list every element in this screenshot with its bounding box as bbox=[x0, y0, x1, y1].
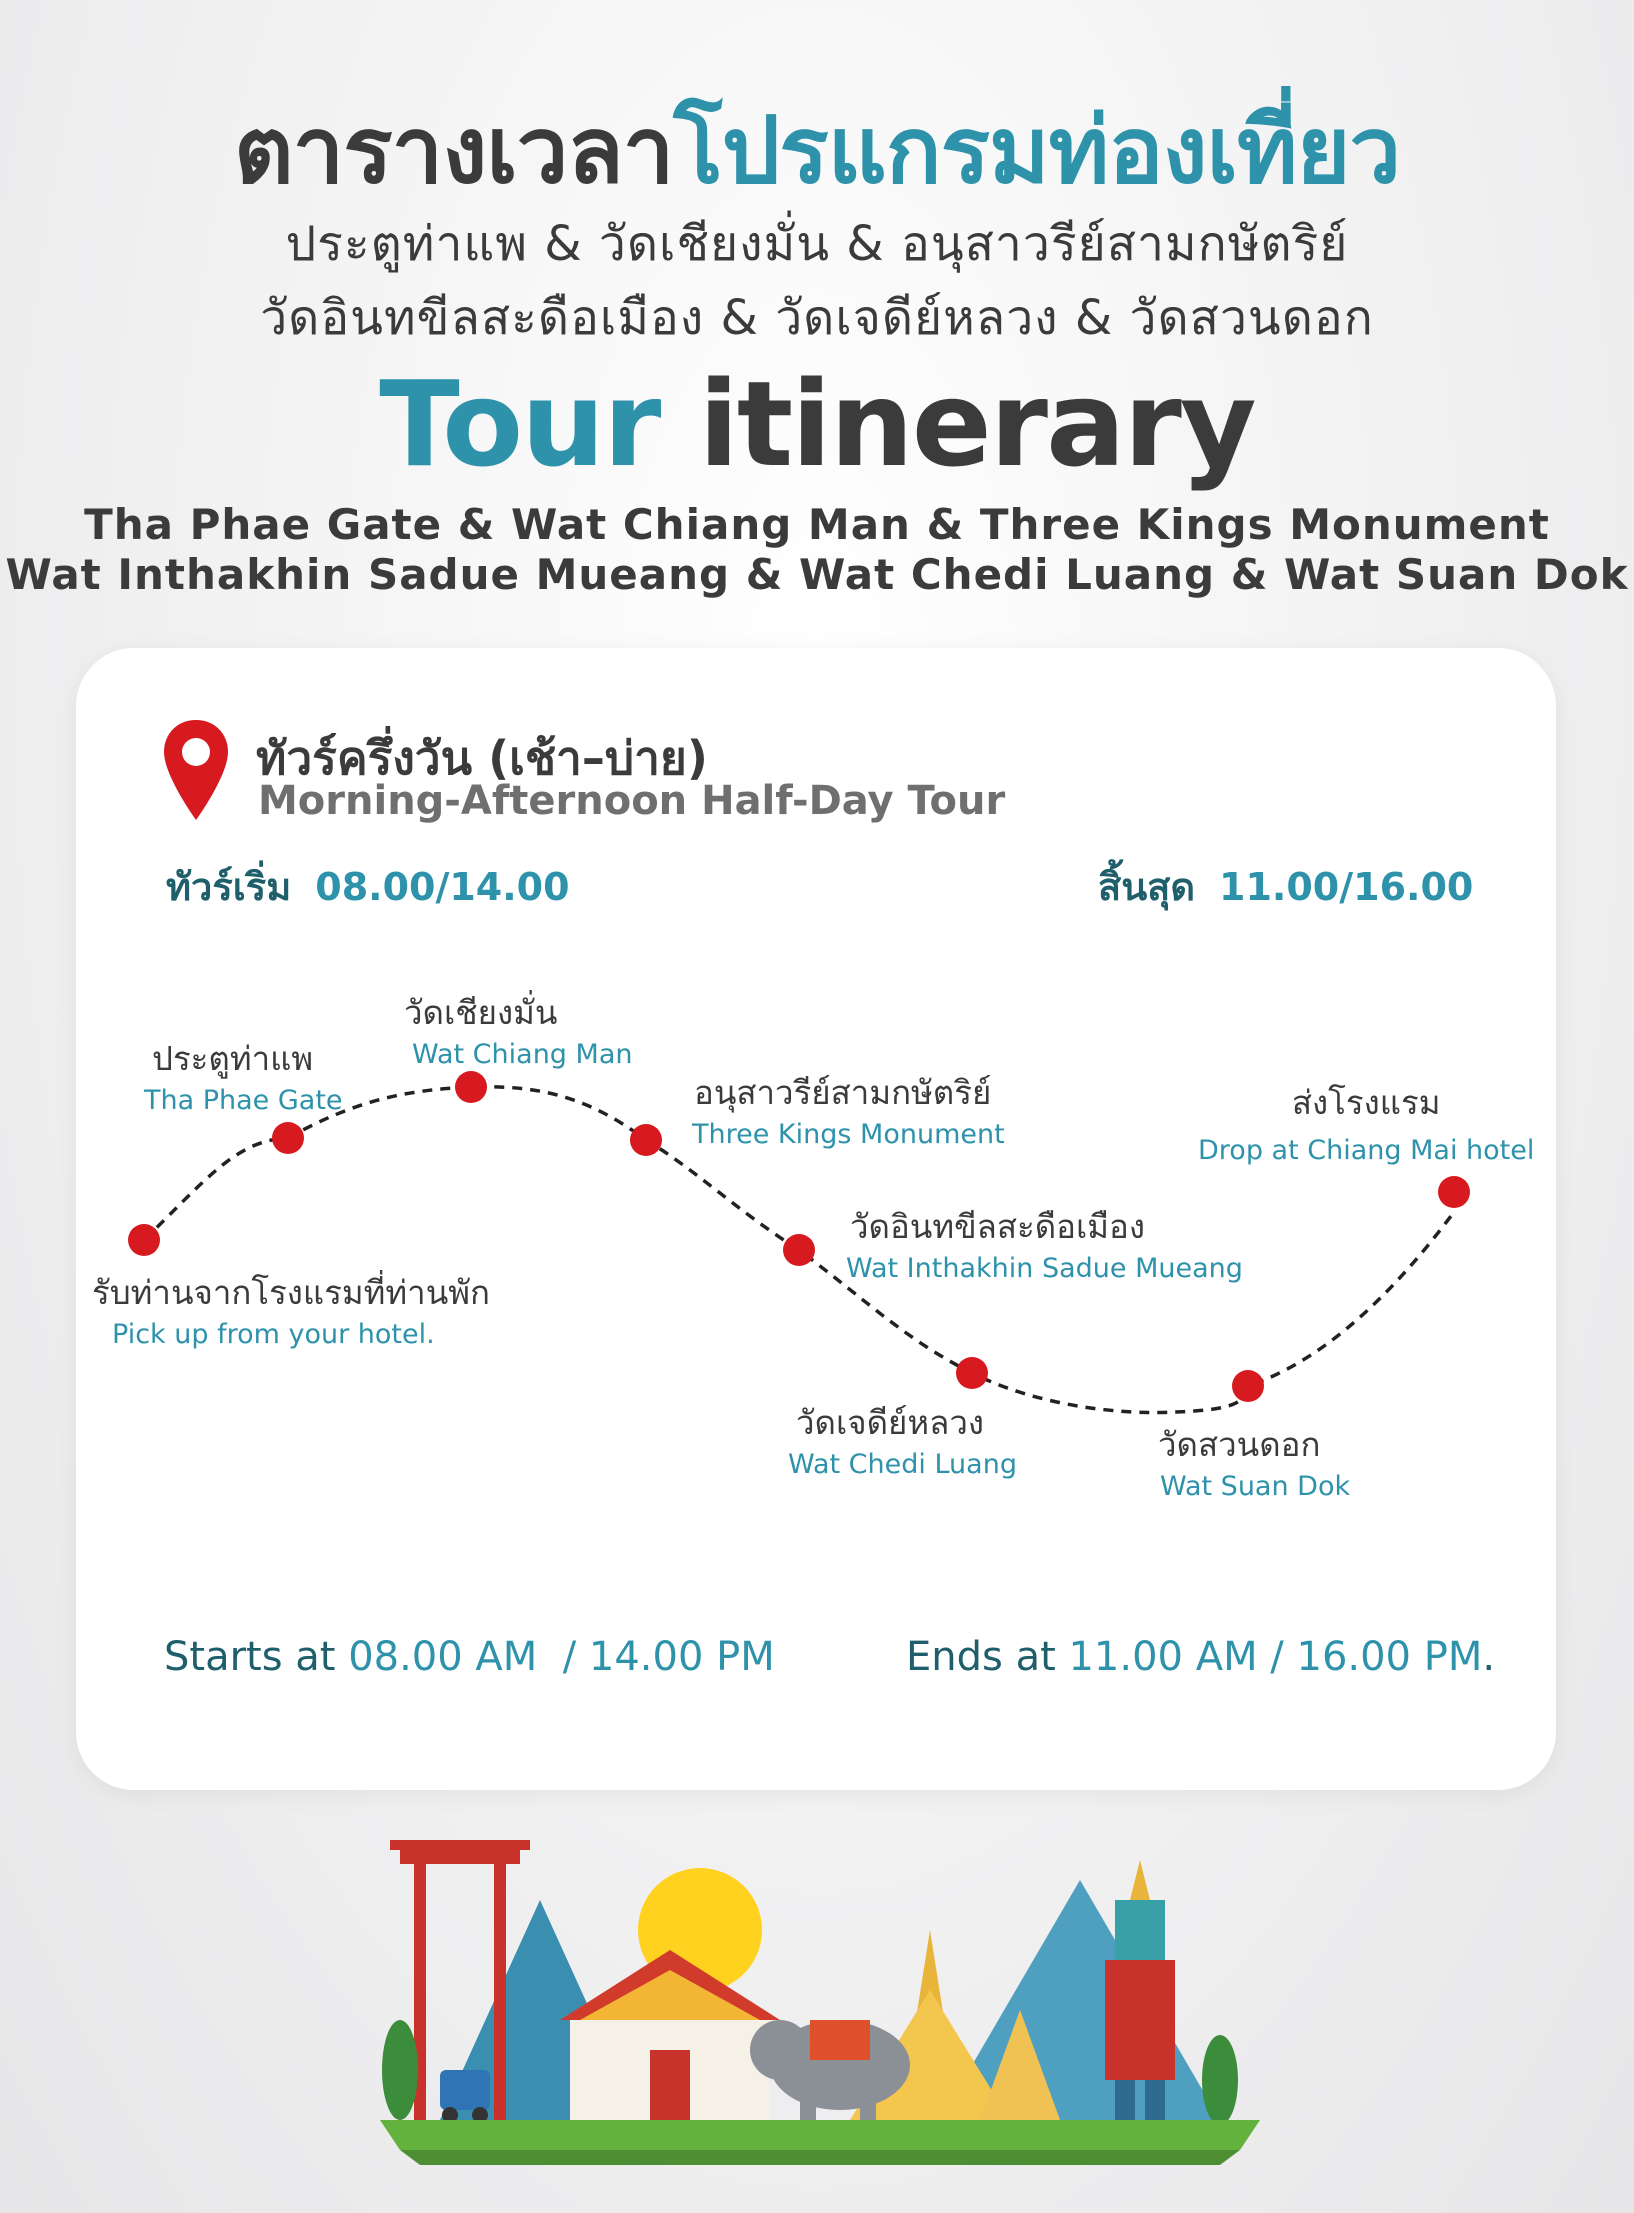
end-time-row bbox=[1098, 856, 1473, 917]
stop-label-wat-inthakhin bbox=[846, 1200, 1243, 1284]
stop-name-english: Tha Phae Gate bbox=[144, 1085, 343, 1116]
subtitle-english-line-1: Tha Phae Gate & Wat Chiang Man & Three Kings Monument bbox=[84, 500, 1550, 549]
subtitle-thai-line-1: ประตูท่าแพ & วัดเชียงมั่น & อนุสาวรีย์สามกษัตริย์ bbox=[285, 216, 1349, 272]
footer-start-label: Starts at bbox=[164, 1634, 336, 1680]
footer-end-suffix: . bbox=[1482, 1634, 1496, 1680]
stop-name-english: Wat Suan Dok bbox=[1160, 1471, 1351, 1502]
stop-dot-3 bbox=[455, 1071, 487, 1103]
footer-end-label: Ends at bbox=[906, 1634, 1056, 1680]
page-title-english bbox=[0, 355, 1634, 493]
stop-name-thai: ส่งโรงแรม bbox=[1291, 1083, 1441, 1122]
subtitle-thai-line-2: วัดอินทขีลสะดือเมือง & วัดเจดีย์หลวง & วัดสวนดอก bbox=[260, 290, 1374, 346]
tour-name-english: Morning-Afternoon Half-Day Tour bbox=[258, 778, 1006, 824]
footer-start-time bbox=[164, 1634, 775, 1680]
stop-label-wat-chedi-luang bbox=[788, 1396, 1017, 1480]
tree-icon bbox=[382, 2020, 418, 2120]
stop-label-drop-hotel bbox=[1198, 1076, 1534, 1166]
subtitle-english-line-2: Wat Inthakhin Sadue Mueang & Wat Chedi Luang & Wat Suan Dok bbox=[5, 550, 1629, 599]
stop-name-english: Three Kings Monument bbox=[692, 1119, 1005, 1150]
stop-dot-1 bbox=[128, 1224, 160, 1256]
stop-name-english: Wat Chedi Luang bbox=[788, 1449, 1017, 1480]
start-time-label: ทัวร์เริ่ม bbox=[166, 865, 292, 909]
stop-name-english: Wat Chiang Man bbox=[412, 1039, 633, 1070]
end-time-label: สิ้นสุด bbox=[1098, 865, 1196, 909]
location-pin-icon bbox=[160, 716, 232, 826]
stop-dot-7 bbox=[1232, 1370, 1264, 1402]
stop-label-pickup bbox=[92, 1266, 490, 1350]
stop-name-english: Pick up from your hotel. bbox=[112, 1319, 435, 1350]
stop-label-wat-suan-dok bbox=[1158, 1418, 1350, 1502]
footer-end-value: 11.00 AM / 16.00 PM bbox=[1068, 1634, 1483, 1680]
temple-hall-icon bbox=[560, 1950, 780, 2120]
stop-label-three-kings bbox=[694, 1066, 1005, 1150]
title-english-accent: Tour bbox=[379, 355, 660, 493]
title-english-dark: itinerary bbox=[698, 355, 1255, 493]
stop-dot-2 bbox=[272, 1122, 304, 1154]
footer-end-time bbox=[906, 1634, 1495, 1680]
ground-edge-icon bbox=[400, 2150, 1240, 2165]
stop-dot-4 bbox=[630, 1124, 662, 1156]
tree-icon bbox=[1202, 2035, 1238, 2125]
page-title-thai bbox=[0, 97, 1634, 204]
title-thai-dark: ตารางเวลา bbox=[233, 97, 674, 204]
tour-name-thai: ทัวร์ครึ่งวัน (เช้า–บ่าย) bbox=[256, 731, 708, 785]
stop-name-thai: อนุสาวรีย์สามกษัตริย์ bbox=[694, 1073, 992, 1112]
thai-landmarks-illustration bbox=[380, 1820, 1260, 2180]
start-time-row bbox=[166, 856, 570, 917]
stop-name-thai: รับท่านจากโรงแรมที่ท่านพัก bbox=[92, 1273, 490, 1312]
stop-dot-6 bbox=[956, 1357, 988, 1389]
footer-start-value: 08.00 AM / 14.00 PM bbox=[348, 1634, 775, 1680]
stop-name-english: Wat Inthakhin Sadue Mueang bbox=[846, 1253, 1243, 1284]
stop-name-thai: วัดเจดีย์หลวง bbox=[796, 1403, 984, 1442]
stop-name-thai: วัดสวนดอก bbox=[1158, 1425, 1321, 1464]
stop-dot-5 bbox=[783, 1234, 815, 1266]
ground-icon bbox=[380, 2120, 1260, 2150]
stop-label-wat-chiang-man bbox=[404, 986, 632, 1070]
stop-dot-8 bbox=[1438, 1176, 1470, 1208]
stop-name-thai: ประตูท่าแพ bbox=[152, 1039, 314, 1078]
title-thai-accent: โปรแกรมท่องเที่ยว bbox=[673, 97, 1401, 204]
stop-name-thai: วัดอินทขีลสะดือเมือง bbox=[850, 1207, 1145, 1246]
stop-name-english: Drop at Chiang Mai hotel bbox=[1198, 1135, 1535, 1166]
stop-name-thai: วัดเชียงมั่น bbox=[404, 993, 558, 1032]
start-time-value: 08.00/14.00 bbox=[315, 865, 570, 909]
end-time-value: 11.00/16.00 bbox=[1219, 865, 1474, 909]
stop-label-tha-phae-gate bbox=[144, 1032, 343, 1116]
